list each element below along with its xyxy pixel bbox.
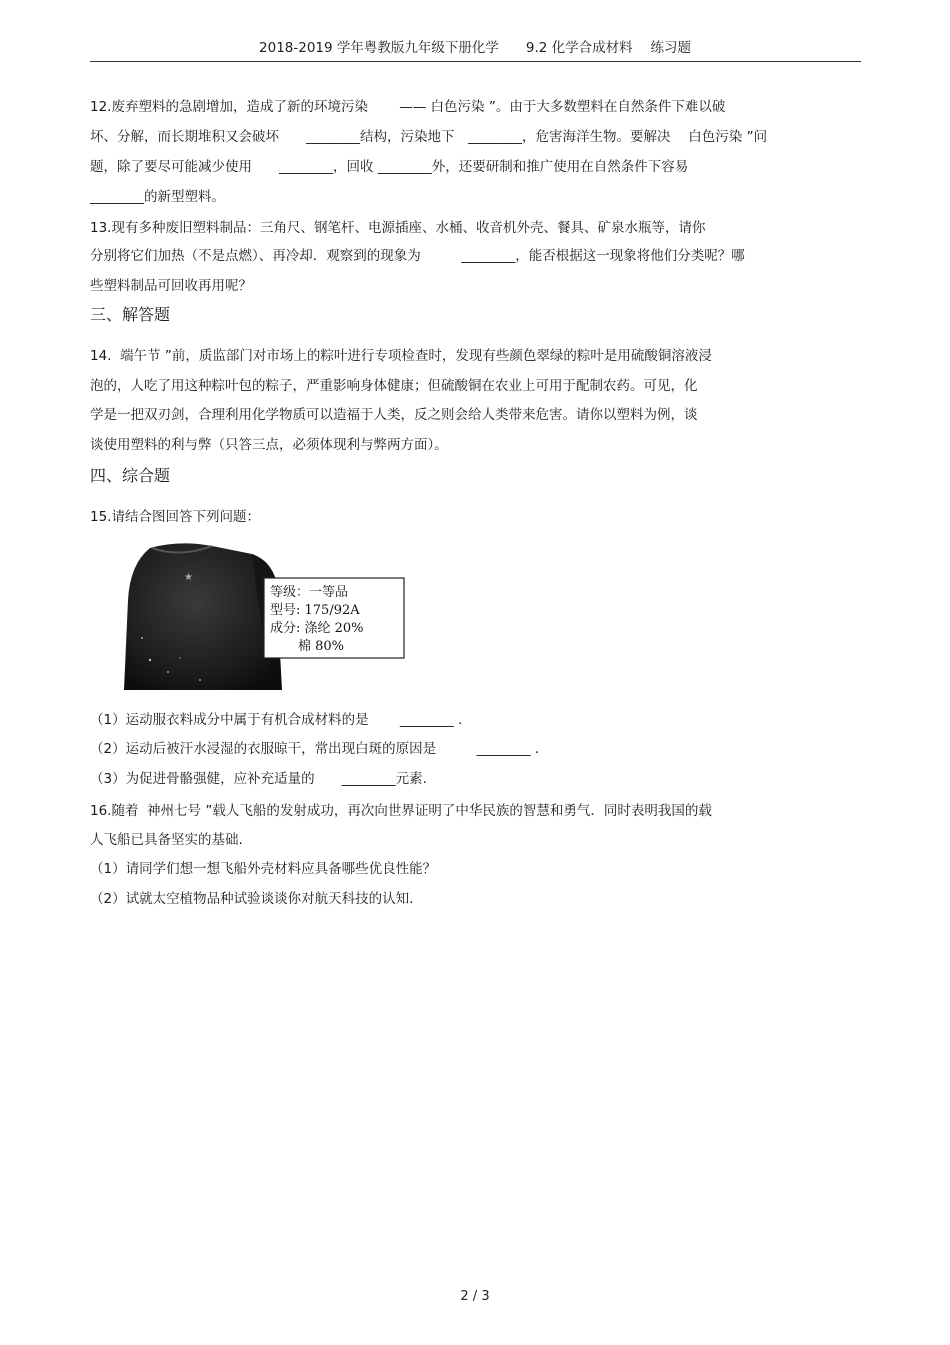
sportswear-illustration [120,540,410,692]
question-14-line-3: 学是一把双刃剑，合理利用化学物质可以造福于人类，反之则会给人类带来危害。请你以塑料为例，谈 [90,407,698,423]
label-composition-polyester: 成分: 涤纶 20% [270,621,364,636]
page-number: 2 / 3 [460,1289,490,1304]
question-15-part-2: （2）运动后被汗水浸湿的衣服晾干，常出现白斑的原因是 ________ ． [90,741,549,757]
question-16-line-1: 16.随着 神州七号 ”载人飞船的发射成功，再次向世界证明了中华民族的智慧和勇气．同时表明我国的载 [90,803,712,819]
question-13-line-3: 些塑料制品可回收再用呢？ [90,278,252,294]
section-heading-comprehensive: 四、综合题 [90,466,171,485]
question-15-stem: 15.请结合图回答下列问题： [90,509,260,525]
question-14-line-1: 14. 端午节 ”前，质监部门对市场上的粽叶进行专项检查时，发现有些颜色翠绿的粽叶是用硫酸铜溶液浸 [90,348,712,364]
question-14-line-2: 泡的，人吃了用这种粽叶包的粽子，严重影响身体健康；但硫酸铜在农业上可用于配制农药。可见，化 [90,378,698,394]
question-12-line-1: 12.废弃塑料的急剧增加，造成了新的环境污染 —— 白色污染 ”。由于大多数塑料在自然条件下难以破 [90,99,726,115]
question-15-part-3: （3）为促进骨骼强健，应补充适量的 ________元素. [90,771,427,787]
label-grade: 等级：一等品 [270,585,349,600]
question-15-part-1: （1）运动服衣料成分中属于有机合成材料的是 ________ ． [90,712,472,728]
question-13-line-1: 13.现有多种废旧塑料制品：三角尺、钢笔杆、电源插座、水桶、收音机外壳、餐具、矿泉水瓶等，请你 [90,220,706,236]
question-13-line-2: 分别将它们加热（不是点燃）、再冷却．观察到的现象为 ________，能否根据这一现象将他们分类呢？哪 [90,248,745,264]
sportswear-figure [120,540,410,692]
section-heading-answer: 三、解答题 [90,305,171,324]
question-12-line-2: 坏、分解，而长期堆积又会破坏 ________结构，污染地下 ________，危害海洋生物。要解决 白色污染 ”问 [90,129,768,145]
question-12-line-4: ________的新型塑料。 [90,189,225,205]
question-16-part-1: （1）请同学们想一想飞船外壳材料应具备哪些优良性能？ [90,861,437,877]
question-16-line-2: 人飞船已具备坚实的基础. [90,832,243,848]
svg-text:★: ★ [184,572,193,583]
question-12-line-3: 题，除了要尽可能减少使用 ________，回收 ________外，还要研制和推广使用在自然条件下容易 [90,159,689,175]
question-14-line-4: 谈使用塑料的利与弊（只答三点，必须体现利与弊两方面）。 [90,437,448,453]
label-composition-cotton: 棉 80% [298,639,345,654]
label-model: 型号: 175/92A [270,603,360,618]
header-divider [90,61,861,62]
page-header: 2018-2019 学年粤教版九年级下册化学 9.2 化学合成材料 练习题 [259,40,691,56]
question-16-part-2: （2）试就太空植物品种试验谈谈你对航天科技的认知. [90,891,414,907]
